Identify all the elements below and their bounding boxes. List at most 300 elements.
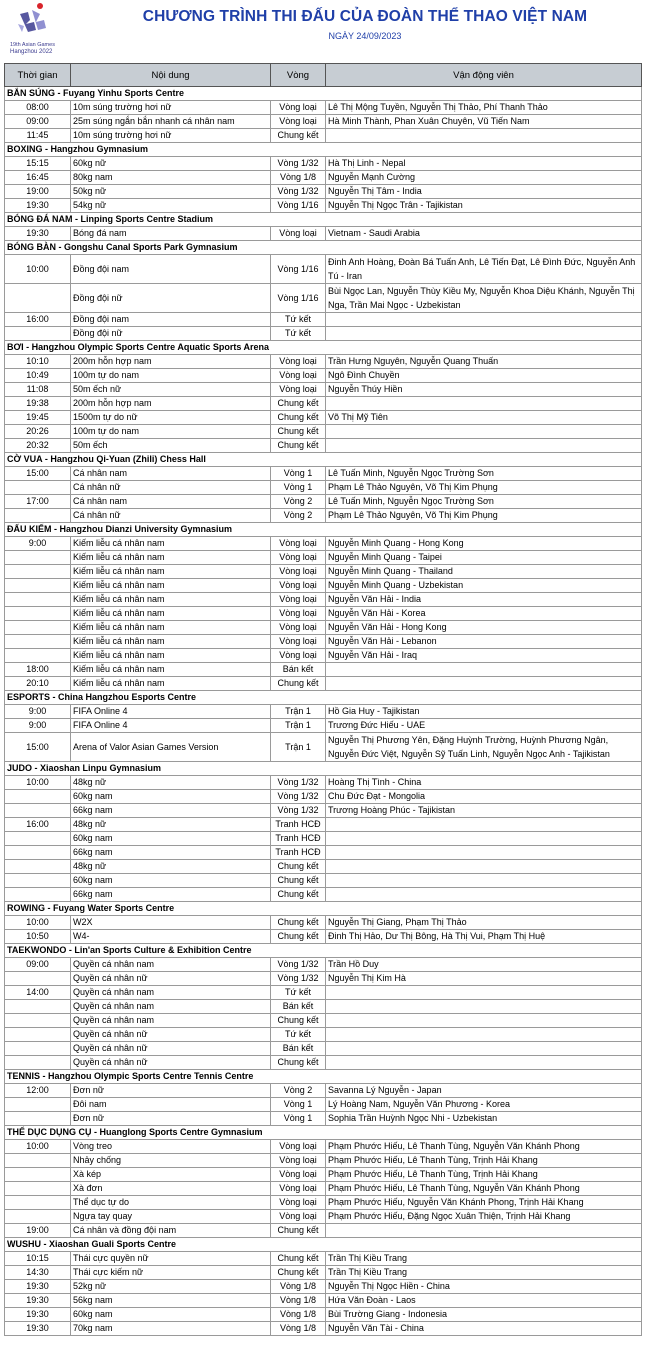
cell-time	[5, 1056, 71, 1070]
cell-round: Vòng loại	[271, 1168, 326, 1182]
cell-time	[5, 888, 71, 902]
cell-event: Đồng đội nữ	[71, 327, 271, 341]
cell-athletes: Trần Thị Kiều Trang	[326, 1266, 642, 1280]
cell-event: 60kg nữ	[71, 157, 271, 171]
cell-time	[5, 860, 71, 874]
cell-round: Chung kết	[271, 1224, 326, 1238]
table-row	[5, 1000, 642, 1014]
cell-athletes: Nguyễn Văn Hải - India	[326, 593, 642, 607]
cell-round: Trận 1	[271, 719, 326, 733]
cell-round: Vòng 1/32	[271, 958, 326, 972]
section-header-row	[5, 944, 642, 958]
cell-round: Vòng 1/16	[271, 255, 326, 284]
cell-athletes: Hồ Gia Huy - Tajikistan	[326, 705, 642, 719]
cell-athletes: Võ Thị Mỹ Tiên	[326, 411, 642, 425]
cell-event: 48kg nữ	[71, 860, 271, 874]
cell-event: Cá nhân nữ	[71, 509, 271, 523]
cell-event: 48kg nữ	[71, 818, 271, 832]
cell-athletes: Savanna Lý Nguyễn - Japan	[326, 1084, 642, 1098]
section-header-row	[5, 341, 642, 355]
table-row	[5, 1112, 642, 1126]
cell-round: Vòng loại	[271, 101, 326, 115]
cell-time	[5, 481, 71, 495]
cell-time: 10:49	[5, 369, 71, 383]
table-row	[5, 621, 642, 635]
cell-round: Vòng 1/32	[271, 804, 326, 818]
cell-round: Bán kết	[271, 1042, 326, 1056]
cell-round: Vòng loại	[271, 621, 326, 635]
cell-round: Trận 1	[271, 705, 326, 719]
cell-round: Vòng 1	[271, 467, 326, 481]
table-row	[5, 565, 642, 579]
cell-athletes: Hoàng Thị Tình - China	[326, 776, 642, 790]
cell-athletes: Lê Tuấn Minh, Nguyễn Ngọc Trường Sơn	[326, 467, 642, 481]
section-title: CỜ VUA - Hangzhou Qi-Yuan (Zhili) Chess Hall	[5, 453, 642, 467]
cell-round: Bán kết	[271, 1000, 326, 1014]
page-title: CHƯƠNG TRÌNH THI ĐẤU CỦA ĐOÀN THỂ THAO VIỆT NAM	[142, 8, 588, 25]
cell-event: 200m hỗn hợp nam	[71, 355, 271, 369]
section-header-row	[5, 902, 642, 916]
cell-event: 200m hỗn hợp nam	[71, 397, 271, 411]
table-row	[5, 467, 642, 481]
cell-round: Vòng 1/8	[271, 1322, 326, 1336]
cell-time: 14:30	[5, 1266, 71, 1280]
cell-event: Quyền cá nhân nữ	[71, 1042, 271, 1056]
table-row	[5, 1224, 642, 1238]
section-header-row	[5, 213, 642, 227]
table-row	[5, 804, 642, 818]
cell-round: Chung kết	[271, 916, 326, 930]
cell-time	[5, 579, 71, 593]
cell-time	[5, 1210, 71, 1224]
cell-athletes	[326, 818, 642, 832]
section-title: ROWING - Fuyang Water Sports Centre	[5, 902, 642, 916]
cell-athletes: Nguyễn Thị Phương Yên, Đặng Huỳnh Trường, Huỳnh Phương Ngân, Nguyễn Đức Việt, Nguyễn Sỹ Tuấn Linh, Nguyễn Ngọc Anh - Tajikistan	[326, 733, 642, 762]
table-row	[5, 495, 642, 509]
cell-event: Kiếm liễu cá nhân nam	[71, 565, 271, 579]
cell-event: Arena of Valor Asian Games Version	[71, 733, 271, 762]
cell-time	[5, 846, 71, 860]
section-title: JUDO - Xiaoshan Linpu Gymnasium	[5, 762, 642, 776]
cell-event: Quyền cá nhân nữ	[71, 972, 271, 986]
table-row	[5, 1084, 642, 1098]
cell-time: 15:15	[5, 157, 71, 171]
cell-athletes	[326, 397, 642, 411]
table-row	[5, 509, 642, 523]
cell-round: Chung kết	[271, 1014, 326, 1028]
cell-athletes	[326, 1028, 642, 1042]
cell-round: Vòng loại	[271, 1196, 326, 1210]
cell-round: Chung kết	[271, 411, 326, 425]
table-row	[5, 635, 642, 649]
cell-round: Chung kết	[271, 874, 326, 888]
cell-round: Vòng 1/32	[271, 790, 326, 804]
page-date: NGÀY 24/09/2023	[328, 31, 402, 41]
table-row	[5, 818, 642, 832]
cell-round: Vòng loại	[271, 227, 326, 241]
cell-round: Chung kết	[271, 425, 326, 439]
table-row	[5, 607, 642, 621]
page-header	[0, 0, 645, 62]
cell-event: Quyền cá nhân nam	[71, 1000, 271, 1014]
cell-round: Tứ kết	[271, 327, 326, 341]
cell-round: Tranh HCĐ	[271, 846, 326, 860]
cell-round: Chung kết	[271, 860, 326, 874]
section-header-row	[5, 762, 642, 776]
cell-time: 20:32	[5, 439, 71, 453]
cell-time: 11:45	[5, 129, 71, 143]
section-title: TAEKWONDO - Lin'an Sports Culture & Exhibition Centre	[5, 944, 642, 958]
cell-time: 9:00	[5, 705, 71, 719]
cell-round: Vòng 1/32	[271, 776, 326, 790]
table-row	[5, 705, 642, 719]
cell-time: 19:30	[5, 1322, 71, 1336]
cell-round: Vòng loại	[271, 369, 326, 383]
cell-event: Vòng treo	[71, 1140, 271, 1154]
cell-time	[5, 1196, 71, 1210]
cell-event: Kiếm liễu cá nhân nam	[71, 579, 271, 593]
cell-event: Thể dục tự do	[71, 1196, 271, 1210]
cell-event: 48kg nữ	[71, 776, 271, 790]
cell-athletes: Hứa Văn Đoàn - Laos	[326, 1294, 642, 1308]
table-row	[5, 1098, 642, 1112]
cell-event: FIFA Online 4	[71, 719, 271, 733]
cell-event: Kiếm liễu cá nhân nam	[71, 607, 271, 621]
cell-athletes: Nguyễn Thị Ngọc Hiền - China	[326, 1280, 642, 1294]
cell-athletes: Trần Hồ Duy	[326, 958, 642, 972]
cell-time	[5, 1014, 71, 1028]
cell-round: Chung kết	[271, 1266, 326, 1280]
cell-athletes: Nguyễn Thị Kim Hà	[326, 972, 642, 986]
cell-event: W2X	[71, 916, 271, 930]
table-row	[5, 129, 642, 143]
table-row	[5, 958, 642, 972]
table-row	[5, 1140, 642, 1154]
cell-athletes: Trần Thị Kiều Trang	[326, 1252, 642, 1266]
cell-event: 60kg nam	[71, 832, 271, 846]
cell-athletes	[326, 1056, 642, 1070]
table-row	[5, 663, 642, 677]
cell-round: Vòng 1/8	[271, 1280, 326, 1294]
section-title: BÓNG ĐÁ NAM - Linping Sports Centre Stadium	[5, 213, 642, 227]
cell-athletes: Hà Minh Thành, Phan Xuân Chuyên, Vũ Tiến Nam	[326, 115, 642, 129]
schedule-body	[5, 87, 642, 1336]
cell-round: Vòng loại	[271, 383, 326, 397]
cell-event: 100m tự do nam	[71, 425, 271, 439]
cell-time: 15:00	[5, 467, 71, 481]
cell-athletes: Nguyễn Thúy Hiền	[326, 383, 642, 397]
cell-time	[5, 972, 71, 986]
cell-event: Thái cực kiếm nữ	[71, 1266, 271, 1280]
cell-athletes: Nguyễn Thị Giang, Phạm Thị Thảo	[326, 916, 642, 930]
table-row	[5, 579, 642, 593]
header-athletes: Vận động viên	[326, 64, 642, 87]
table-row	[5, 1210, 642, 1224]
table-row	[5, 383, 642, 397]
cell-event: 10m súng trường hơi nữ	[71, 101, 271, 115]
cell-athletes: Nguyễn Văn Tài - China	[326, 1322, 642, 1336]
table-row	[5, 481, 642, 495]
cell-round: Chung kết	[271, 1056, 326, 1070]
cell-athletes	[326, 1224, 642, 1238]
cell-athletes: Nguyễn Thị Tâm - India	[326, 185, 642, 199]
table-row	[5, 411, 642, 425]
cell-time: 10:00	[5, 1140, 71, 1154]
cell-athletes: Lý Hoàng Nam, Nguyễn Văn Phương - Korea	[326, 1098, 642, 1112]
cell-time: 9:00	[5, 537, 71, 551]
cell-athletes: Phạm Lê Thảo Nguyên, Võ Thị Kim Phụng	[326, 481, 642, 495]
cell-round: Chung kết	[271, 930, 326, 944]
cell-round: Vòng loại	[271, 1210, 326, 1224]
cell-round: Chung kết	[271, 439, 326, 453]
cell-round: Vòng loại	[271, 593, 326, 607]
cell-event: Quyền cá nhân nữ	[71, 1028, 271, 1042]
table-row	[5, 916, 642, 930]
cell-athletes	[326, 846, 642, 860]
cell-athletes: Phạm Phước Hiếu, Lê Thanh Tùng, Trịnh Hải Khang	[326, 1154, 642, 1168]
cell-event: Kiếm liễu cá nhân nam	[71, 621, 271, 635]
cell-time: 11:08	[5, 383, 71, 397]
cell-round: Tứ kết	[271, 1028, 326, 1042]
cell-round: Vòng loại	[271, 1182, 326, 1196]
cell-event: 56kg nam	[71, 1294, 271, 1308]
table-row	[5, 972, 642, 986]
cell-event: Xà kép	[71, 1168, 271, 1182]
cell-time: 18:00	[5, 663, 71, 677]
cell-athletes: Nguyễn Minh Quang - Thailand	[326, 565, 642, 579]
cell-time: 10:10	[5, 355, 71, 369]
table-row	[5, 1014, 642, 1028]
asian-games-logo-icon	[6, 2, 62, 58]
cell-round: Vòng 2	[271, 495, 326, 509]
cell-event: Kiếm liễu cá nhân nam	[71, 551, 271, 565]
cell-time: 19:30	[5, 199, 71, 213]
cell-athletes: Bùi Ngọc Lan, Nguyễn Thùy Kiều My, Nguyễn Khoa Diệu Khánh, Nguyễn Thị Nga, Trần Mai Ngọc - Uzbekistan	[326, 284, 642, 313]
cell-athletes: Phạm Lê Thảo Nguyên, Võ Thị Kim Phụng	[326, 509, 642, 523]
cell-time: 19:30	[5, 1308, 71, 1322]
cell-time	[5, 1182, 71, 1196]
cell-round: Tranh HCĐ	[271, 832, 326, 846]
cell-time	[5, 1112, 71, 1126]
cell-time	[5, 1168, 71, 1182]
table-row	[5, 157, 642, 171]
cell-time	[5, 607, 71, 621]
cell-event: 66kg nam	[71, 888, 271, 902]
cell-athletes: Nguyễn Mạnh Cường	[326, 171, 642, 185]
table-row	[5, 439, 642, 453]
cell-round: Vòng 1/32	[271, 972, 326, 986]
cell-athletes: Lê Thị Mộng Tuyền, Nguyễn Thị Thảo, Phí Thanh Thảo	[326, 101, 642, 115]
cell-event: 54kg nữ	[71, 199, 271, 213]
cell-round: Vòng 1/32	[271, 185, 326, 199]
cell-time: 12:00	[5, 1084, 71, 1098]
cell-athletes: Trương Đức Hiếu - UAE	[326, 719, 642, 733]
cell-time: 20:26	[5, 425, 71, 439]
table-row	[5, 1168, 642, 1182]
table-row	[5, 1028, 642, 1042]
cell-round: Vòng 1	[271, 1112, 326, 1126]
section-header-row	[5, 241, 642, 255]
table-row	[5, 930, 642, 944]
cell-event: Cá nhân nam	[71, 467, 271, 481]
cell-event: 50kg nữ	[71, 185, 271, 199]
cell-round: Vòng loại	[271, 607, 326, 621]
table-row	[5, 227, 642, 241]
cell-athletes	[326, 327, 642, 341]
cell-event: Kiếm liễu cá nhân nam	[71, 635, 271, 649]
cell-time: 09:00	[5, 115, 71, 129]
cell-athletes	[326, 986, 642, 1000]
cell-round: Vòng loại	[271, 565, 326, 579]
table-row	[5, 1294, 642, 1308]
cell-athletes: Trần Hưng Nguyên, Nguyễn Quang Thuấn	[326, 355, 642, 369]
table-row	[5, 1280, 642, 1294]
cell-athletes	[326, 860, 642, 874]
table-row	[5, 171, 642, 185]
cell-round: Vòng 1/16	[271, 284, 326, 313]
cell-athletes: Phạm Phước Hiếu, Lê Thanh Tùng, Trịnh Hải Khang	[326, 1168, 642, 1182]
cell-round: Vòng loại	[271, 551, 326, 565]
cell-round: Vòng 1	[271, 481, 326, 495]
cell-event: Đơn nữ	[71, 1112, 271, 1126]
cell-round: Vòng loại	[271, 1154, 326, 1168]
cell-athletes	[326, 1042, 642, 1056]
table-row	[5, 649, 642, 663]
cell-event: Quyền cá nhân nam	[71, 958, 271, 972]
cell-time: 20:10	[5, 677, 71, 691]
cell-round: Tứ kết	[271, 986, 326, 1000]
table-row	[5, 593, 642, 607]
cell-event: Đôi nam	[71, 1098, 271, 1112]
table-row	[5, 776, 642, 790]
cell-time: 09:00	[5, 958, 71, 972]
cell-round: Vòng 1/8	[271, 1294, 326, 1308]
table-row	[5, 874, 642, 888]
cell-event: Đồng đội nam	[71, 255, 271, 284]
cell-round: Chung kết	[271, 129, 326, 143]
table-row	[5, 1154, 642, 1168]
cell-athletes	[326, 874, 642, 888]
cell-athletes: Nguyễn Văn Hải - Lebanon	[326, 635, 642, 649]
cell-athletes	[326, 439, 642, 453]
cell-event: 66kg nam	[71, 846, 271, 860]
cell-event: Cá nhân nam	[71, 495, 271, 509]
cell-time: 19:38	[5, 397, 71, 411]
cell-athletes: Nguyễn Văn Hải - Hong Kong	[326, 621, 642, 635]
cell-time: 10:00	[5, 255, 71, 284]
cell-athletes	[326, 663, 642, 677]
header-round: Vòng	[271, 64, 326, 87]
cell-time: 17:00	[5, 495, 71, 509]
cell-athletes: Phạm Phước Hiếu, Lê Thanh Tùng, Nguyễn Văn Khánh Phong	[326, 1182, 642, 1196]
cell-round: Trận 1	[271, 733, 326, 762]
cell-time	[5, 327, 71, 341]
cell-time	[5, 284, 71, 313]
cell-event: Xà đơn	[71, 1182, 271, 1196]
cell-athletes: Đinh Thị Hảo, Dư Thị Bông, Hà Thị Vui, Phạm Thị Huệ	[326, 930, 642, 944]
cell-time	[5, 1042, 71, 1056]
cell-athletes	[326, 888, 642, 902]
section-header-row	[5, 691, 642, 705]
cell-time: 9:00	[5, 719, 71, 733]
cell-time	[5, 874, 71, 888]
table-row	[5, 327, 642, 341]
table-row	[5, 369, 642, 383]
cell-round: Tứ kết	[271, 313, 326, 327]
table-row	[5, 313, 642, 327]
cell-round: Vòng loại	[271, 579, 326, 593]
cell-athletes	[326, 832, 642, 846]
cell-event: Đồng đội nam	[71, 313, 271, 327]
cell-event: Kiếm liễu cá nhân nam	[71, 649, 271, 663]
section-title: THỂ DỤC DỤNG CỤ - Huanglong Sports Centre Gymnasium	[5, 1126, 642, 1140]
cell-time: 19:45	[5, 411, 71, 425]
cell-time	[5, 804, 71, 818]
cell-event: Cá nhân và đồng đội nam	[71, 1224, 271, 1238]
cell-round: Vòng loại	[271, 1140, 326, 1154]
cell-event: 1500m tự do nữ	[71, 411, 271, 425]
cell-round: Chung kết	[271, 677, 326, 691]
logo-line1: 19th Asian Games	[10, 42, 55, 48]
cell-event: Kiếm liễu cá nhân nam	[71, 537, 271, 551]
section-header-row	[5, 1070, 642, 1084]
table-row	[5, 355, 642, 369]
table-row	[5, 846, 642, 860]
cell-round: Vòng 1	[271, 1098, 326, 1112]
cell-event: Đơn nữ	[71, 1084, 271, 1098]
cell-athletes: Nguyễn Thị Ngọc Trân - Tajikistan	[326, 199, 642, 213]
cell-event: 50m ếch nữ	[71, 383, 271, 397]
section-title: BẮN SÚNG - Fuyang Yinhu Sports Centre	[5, 87, 642, 101]
cell-event: 50m ếch	[71, 439, 271, 453]
cell-time: 19:00	[5, 185, 71, 199]
table-row	[5, 425, 642, 439]
table-row	[5, 860, 642, 874]
cell-event: Thái cực quyền nữ	[71, 1252, 271, 1266]
cell-time: 10:50	[5, 930, 71, 944]
cell-athletes: Nguyễn Văn Hải - Korea	[326, 607, 642, 621]
cell-athletes: Ngô Đình Chuyền	[326, 369, 642, 383]
cell-round: Vòng loại	[271, 635, 326, 649]
cell-time: 16:00	[5, 313, 71, 327]
cell-time	[5, 551, 71, 565]
cell-event: Kiếm liễu cá nhân nam	[71, 677, 271, 691]
table-row	[5, 1182, 642, 1196]
table-row	[5, 284, 642, 313]
cell-round: Vòng loại	[271, 355, 326, 369]
section-header-row	[5, 523, 642, 537]
cell-round: Chung kết	[271, 397, 326, 411]
cell-athletes: Vietnam - Saudi Arabia	[326, 227, 642, 241]
header-event: Nội dung	[71, 64, 271, 87]
cell-event: 10m súng trường hơi nữ	[71, 129, 271, 143]
table-row	[5, 1042, 642, 1056]
section-title: ĐẤU KIẾM - Hangzhou Dianzi University Gymnasium	[5, 523, 642, 537]
cell-event: 60kg nam	[71, 874, 271, 888]
table-header-row	[5, 64, 642, 87]
cell-event: 66kg nam	[71, 804, 271, 818]
cell-time	[5, 649, 71, 663]
cell-time	[5, 1000, 71, 1014]
cell-time	[5, 1154, 71, 1168]
cell-athletes: Bùi Trường Giang - Indonesia	[326, 1308, 642, 1322]
table-row	[5, 1322, 642, 1336]
cell-time	[5, 565, 71, 579]
section-header-row	[5, 1238, 642, 1252]
cell-athletes: Nguyễn Minh Quang - Taipei	[326, 551, 642, 565]
section-title: BOXING - Hangzhou Gymnasium	[5, 143, 642, 157]
cell-event: Cá nhân nữ	[71, 481, 271, 495]
